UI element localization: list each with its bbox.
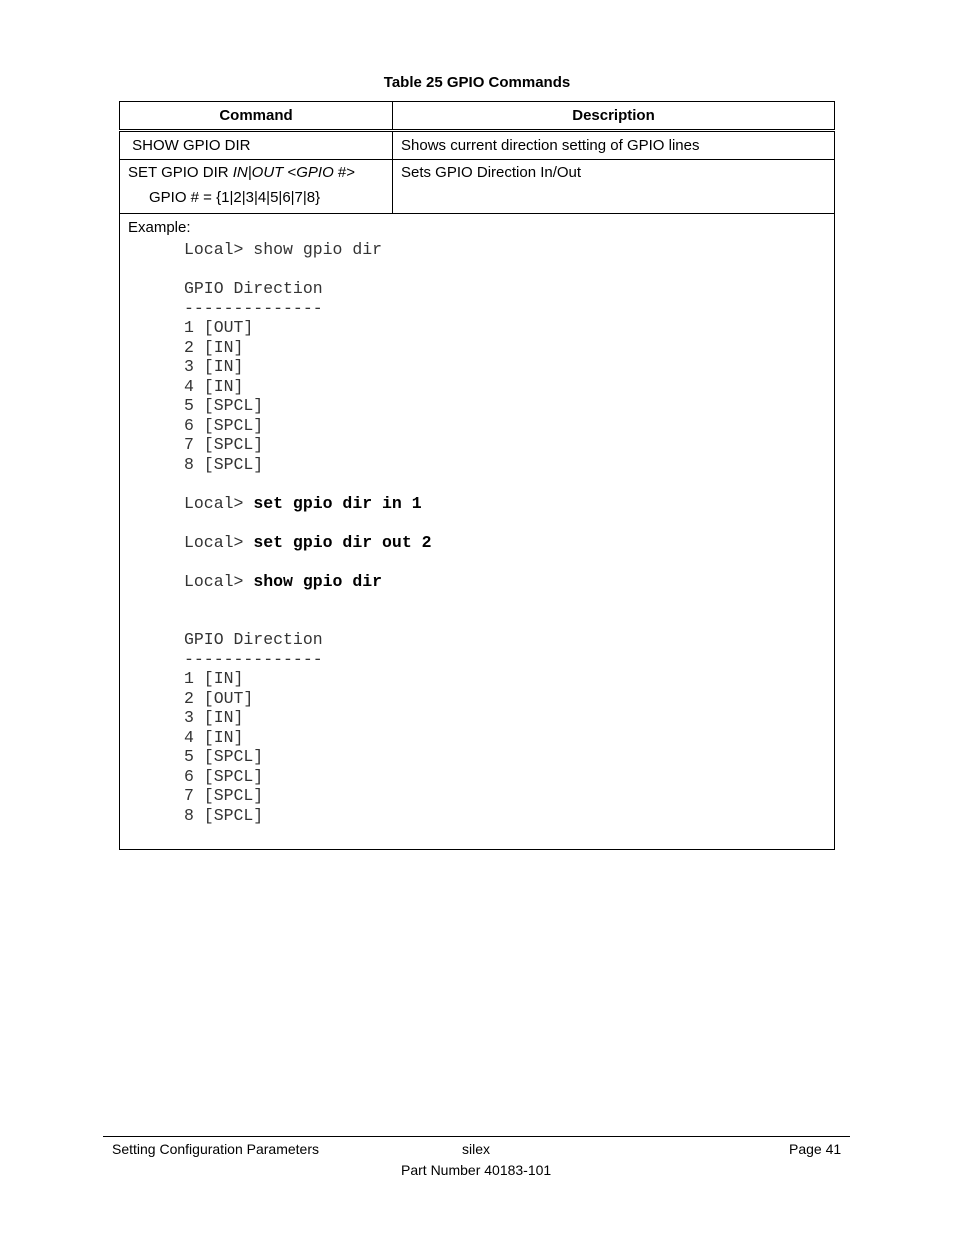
command-arg: IN|OUT <box>232 164 284 181</box>
code-line <box>184 416 826 436</box>
code-block <box>184 240 826 825</box>
code-line <box>184 669 826 689</box>
code-line <box>184 494 826 514</box>
code-text: Local> <box>184 493 254 513</box>
table-caption: Table 25 GPIO Commands <box>383 74 571 91</box>
code-line <box>184 435 826 455</box>
code-text: -------------- <box>184 649 323 669</box>
code-text: 6 [SPCL] <box>184 766 264 786</box>
code-line <box>184 728 826 748</box>
code-line <box>184 591 826 611</box>
code-line <box>184 279 826 299</box>
command-arg: GPIO <box>296 164 334 181</box>
table-header-row <box>120 102 835 131</box>
header-command: Command <box>120 102 393 131</box>
command-text: #> <box>333 164 356 181</box>
code-text: 7 [SPCL] <box>184 786 264 805</box>
code-line <box>184 786 826 806</box>
code-text: 1 [OUT] <box>184 318 254 337</box>
code-line <box>184 611 826 631</box>
command-text: SET GPIO DIR <box>128 164 233 181</box>
code-text: 7 [SPCL] <box>184 435 264 454</box>
description-cell: Shows current direction setting of GPIO lines <box>393 131 835 160</box>
table-row <box>120 131 835 160</box>
code-line <box>184 552 826 572</box>
code-text: 4 [IN] <box>184 376 244 396</box>
code-text: 3 [IN] <box>184 708 244 727</box>
code-line <box>184 747 826 767</box>
code-text: 1 [IN] <box>184 669 244 688</box>
example-label: Example: <box>128 219 191 236</box>
code-line <box>184 377 826 397</box>
code-line <box>184 318 826 338</box>
code-line <box>184 474 826 494</box>
footer-page-number: Page 41 <box>789 1141 842 1157</box>
code-line <box>184 338 826 358</box>
command-param-note: GPIO # = {1|2|3|4|5|6|7|8} <box>149 189 321 206</box>
code-line <box>184 357 826 377</box>
gpio-commands-table <box>119 101 835 850</box>
code-text: 2 [OUT] <box>184 688 254 708</box>
code-command: show gpio dir <box>253 571 383 591</box>
code-line <box>184 650 826 670</box>
code-text: -------------- <box>184 298 323 318</box>
code-line <box>184 806 826 826</box>
code-line <box>184 689 826 709</box>
code-text: 6 [SPCL] <box>184 415 264 435</box>
code-line <box>184 240 826 260</box>
table-row <box>120 160 835 214</box>
footer-section-title: Setting Configuration Parameters <box>112 1141 319 1157</box>
code-line <box>184 630 826 650</box>
code-line <box>184 533 826 553</box>
code-text: 8 [SPCL] <box>184 454 264 474</box>
footer-divider <box>103 1136 850 1137</box>
command-cell: SHOW GPIO DIR <box>120 131 393 160</box>
code-text: 4 [IN] <box>184 727 244 747</box>
footer-part-number: Part Number 40183-101 <box>401 1162 552 1178</box>
code-command: set gpio dir in 1 <box>253 493 422 513</box>
example-cell <box>120 214 835 850</box>
footer-brand: silex <box>462 1141 491 1157</box>
code-line <box>184 513 826 533</box>
example-row <box>120 214 835 850</box>
code-line <box>184 767 826 787</box>
description-cell: Sets GPIO Direction In/Out <box>393 160 835 214</box>
code-line <box>184 396 826 416</box>
code-text: Local> <box>184 571 254 591</box>
command-text: < <box>283 164 297 181</box>
code-text: 8 [SPCL] <box>184 805 264 825</box>
code-line <box>184 260 826 280</box>
code-text: GPIO Direction <box>184 630 323 649</box>
code-text: GPIO Direction <box>184 279 323 298</box>
code-command: set gpio dir out 2 <box>253 532 432 552</box>
code-text: 2 [IN] <box>184 337 244 357</box>
code-text: 3 [IN] <box>184 357 244 376</box>
code-line <box>184 572 826 592</box>
code-text: 5 [SPCL] <box>184 396 264 415</box>
command-cell <box>120 160 393 214</box>
code-text: Local> <box>184 532 254 552</box>
header-description: Description <box>393 102 835 131</box>
code-line <box>184 708 826 728</box>
code-text: 5 [SPCL] <box>184 747 264 766</box>
code-text: Local> show gpio dir <box>184 240 383 259</box>
code-line <box>184 455 826 475</box>
code-line <box>184 299 826 319</box>
